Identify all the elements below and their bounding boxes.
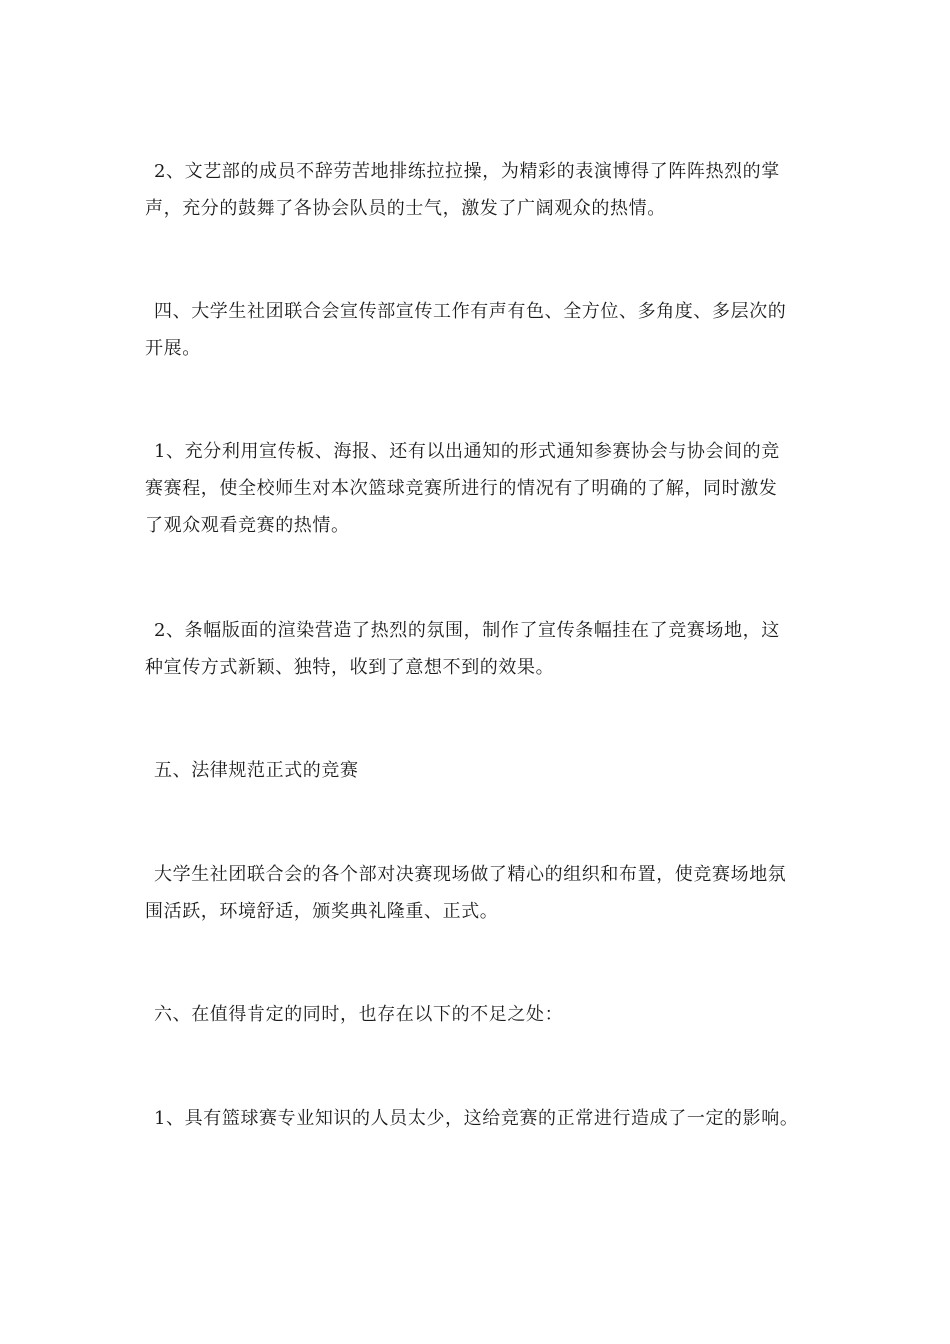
text-line: 声，充分的鼓舞了各协会队员的士气，激发了广阔观众的热情。 xyxy=(145,198,666,219)
text-line: 1、充分利用宣传板、海报、还有以出通知的形式通知参赛协会与协会间的竞 xyxy=(154,441,780,462)
paragraph-publicity-boards xyxy=(145,433,813,544)
text-line: 2、条幅版面的渲染营造了热烈的氛围，制作了宣传条幅挂在了竞赛场地，这 xyxy=(154,620,780,641)
text-line: 六、在值得肯定的同时，也存在以下的不足之处： xyxy=(154,1004,564,1025)
paragraph-shortcoming-one xyxy=(145,1100,813,1137)
text-line: 大学生社团联合会的各个部对决赛现场做了精心的组织和布置，使竞赛场地氛 xyxy=(154,864,787,885)
text-line: 开展。 xyxy=(145,338,201,359)
text-line: 四、大学生社团联合会宣传部宣传工作有声有色、全方位、多角度、多层次的 xyxy=(154,301,787,322)
text-line: 1、具有篮球赛专业知识的人员太少，这给竞赛的正常进行造成了一定的影响。 xyxy=(154,1108,799,1129)
text-line: 种宣传方式新颖、独特，收到了意想不到的效果。 xyxy=(145,657,555,678)
text-line: 了观众观看竞赛的热情。 xyxy=(145,515,350,536)
paragraph-performance-team xyxy=(145,153,813,227)
text-line: 2、文艺部的成员不辞劳苦地排练拉拉操，为精彩的表演博得了阵阵热烈的掌 xyxy=(154,161,780,182)
paragraph-section-five-heading xyxy=(145,752,813,789)
paragraph-banners xyxy=(145,612,813,686)
text-line: 赛赛程，使全校师生对本次篮球竞赛所进行的情况有了明确的了解，同时激发 xyxy=(145,478,778,499)
text-line: 围活跃，环境舒适，颁奖典礼隆重、正式。 xyxy=(145,901,499,922)
paragraph-section-four-heading xyxy=(145,293,813,367)
paragraph-venue-arrangement xyxy=(145,856,813,930)
paragraph-section-six-heading xyxy=(145,996,813,1033)
text-line: 五、法律规范正式的竞赛 xyxy=(154,760,359,781)
